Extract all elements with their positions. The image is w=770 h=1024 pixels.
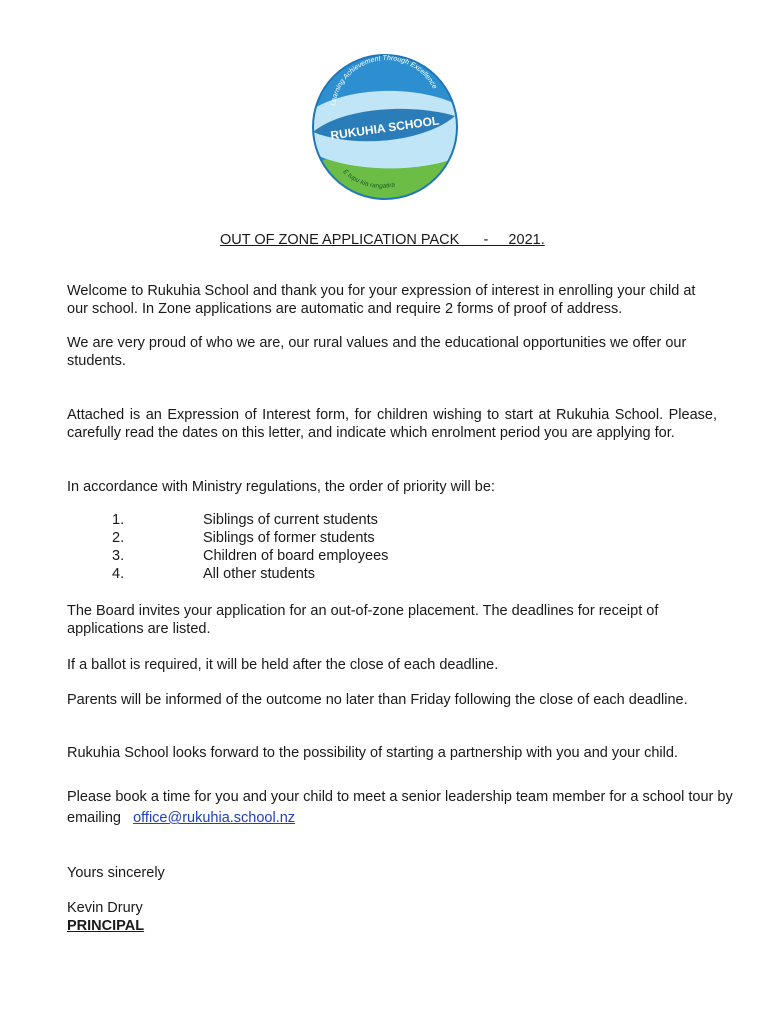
- list-item: 2. Siblings of former students: [112, 530, 375, 546]
- school-logo: [305, 54, 465, 200]
- svg-text:Learning Achievement Through E: Learning Achievement Through Excellence: [330, 54, 438, 107]
- paragraph-welcome: Welcome to Rukuhia School and thank you for your expression of interest in enrolling your child at our school. In Zone applications are automatic and require 2 forms of proof of address.: [67, 283, 696, 317]
- svg-text:E tupu kia rangatira: E tupu kia rangatira: [341, 168, 396, 190]
- closing: Yours sincerely: [67, 865, 165, 881]
- email-link[interactable]: office@rukuhia.school.nz: [133, 810, 296, 826]
- paragraph-book: Please book a time for you and your child to meet a senior leadership team member for a school tour by emailing office@rukuhia.school.nz: [67, 789, 733, 826]
- paragraph-parents: Parents will be informed of the outcome no later than Friday following the close of each deadline.: [67, 692, 688, 708]
- list-item: 3. Children of board employees: [112, 548, 389, 564]
- signer-role: PRINCIPAL: [67, 918, 145, 934]
- paragraph-attached: Attached is an Expression of Interest form, for children wishing to start at Rukuhia School. Please, carefully read the dates on this letter, and indicate which enrolment period you are applying for.: [67, 407, 717, 441]
- paragraph-proud: We are very proud of who we are, our rural values and the educational opportunities we offer our students.: [67, 335, 687, 369]
- paragraph-ballot: If a ballot is required, it will be held after the close of each deadline.: [67, 657, 499, 673]
- logo-school-name: RUKUHIA SCHOOL: [329, 113, 441, 143]
- priority-list: [112, 512, 512, 584]
- paragraph-board: The Board invites your application for an out-of-zone placement. The deadlines for receipt of applications are listed.: [67, 603, 659, 637]
- signer-name: Kevin Drury: [67, 900, 143, 916]
- paragraph-forward: Rukuhia School looks forward to the possibility of starting a partnership with you and your child.: [67, 745, 678, 761]
- paragraph-priority-intro: In accordance with Ministry regulations, the order of priority will be:: [67, 479, 495, 495]
- page-title: OUT OF ZONE APPLICATION PACK - 2021.: [220, 232, 545, 248]
- list-item: 4. All other students: [112, 566, 316, 582]
- list-item: 1. Siblings of current students: [112, 512, 378, 528]
